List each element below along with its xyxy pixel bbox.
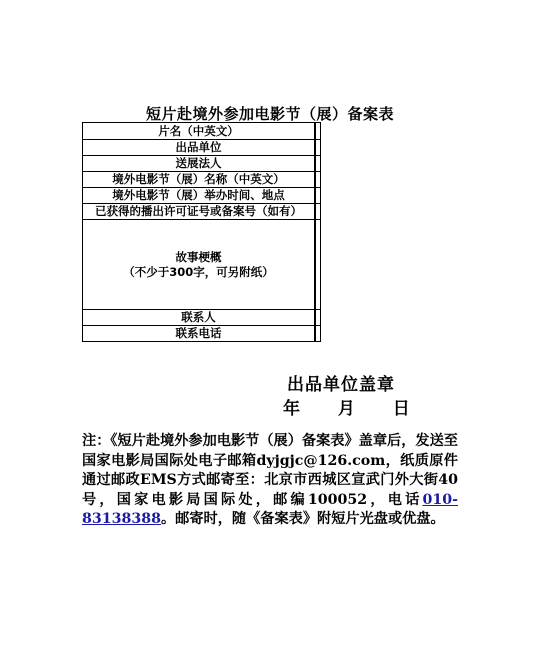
phone-label: 联系电话 <box>83 326 316 342</box>
festival-time-place-label: 境外电影节（展）举办时间、地点 <box>83 188 316 204</box>
form-row-legal-rep <box>83 156 321 172</box>
note-intro: 注：《短片赴境外参加电影节（展）备案表》盖章后，发送至国家电影局国际处电子邮箱 <box>82 433 458 469</box>
submission-note <box>82 432 458 530</box>
festival-time-place-field[interactable] <box>315 188 321 204</box>
producer-label: 出品单位 <box>83 140 316 156</box>
date-year: 年 <box>283 399 300 419</box>
film-name-field[interactable] <box>315 123 321 140</box>
film-name-label: 片名（中英文） <box>83 123 316 140</box>
form-title: 短片赴境外参加电影节（展）备案表 <box>145 105 394 123</box>
form-row-producer <box>83 140 321 156</box>
phone-field[interactable] <box>315 326 321 342</box>
form-row-film-name <box>83 123 321 140</box>
form-row-synopsis <box>83 220 321 310</box>
legal-rep-field[interactable] <box>315 156 321 172</box>
form-row-phone <box>83 326 321 342</box>
contact-label: 联系人 <box>83 310 316 326</box>
form-row-license-no <box>83 204 321 220</box>
license-no-field[interactable] <box>315 204 321 220</box>
date-line <box>283 394 410 419</box>
phone-link[interactable]: 010-83138388 <box>82 491 458 527</box>
contact-field[interactable] <box>315 310 321 326</box>
festival-name-field[interactable] <box>315 172 321 188</box>
synopsis-label-cell <box>83 220 316 310</box>
synopsis-note: （不少于300字，可另附纸） <box>123 264 274 279</box>
date-month: 月 <box>337 399 355 419</box>
note-closing: 。邮寄时，随《备案表》附短片光盘或优盘。 <box>160 511 445 527</box>
producer-stamp-label: 出品单位盖章 <box>287 375 395 395</box>
synopsis-label: 故事梗概 <box>175 249 222 264</box>
legal-rep-label: 送展法人 <box>83 156 316 172</box>
note-mailing: ，纸质原件通过邮政EMS方式邮寄至：北京市西城区宣武门外大街40号，国家电影局国际处，邮编100052，电话 <box>82 452 458 508</box>
festival-name-label: 境外电影节（展）名称（中英文） <box>83 172 316 188</box>
producer-field[interactable] <box>315 140 321 156</box>
date-day: 日 <box>392 399 410 419</box>
form-row-festival-name <box>83 172 321 188</box>
synopsis-field[interactable] <box>315 220 321 310</box>
note-email: dyjgjc@126.com <box>256 452 386 469</box>
form-row-festival-time-place <box>83 188 321 204</box>
form-row-contact <box>83 310 321 326</box>
license-no-label: 已获得的播出许可证号或备案号（如有） <box>83 204 316 220</box>
filing-form-table <box>82 122 321 342</box>
